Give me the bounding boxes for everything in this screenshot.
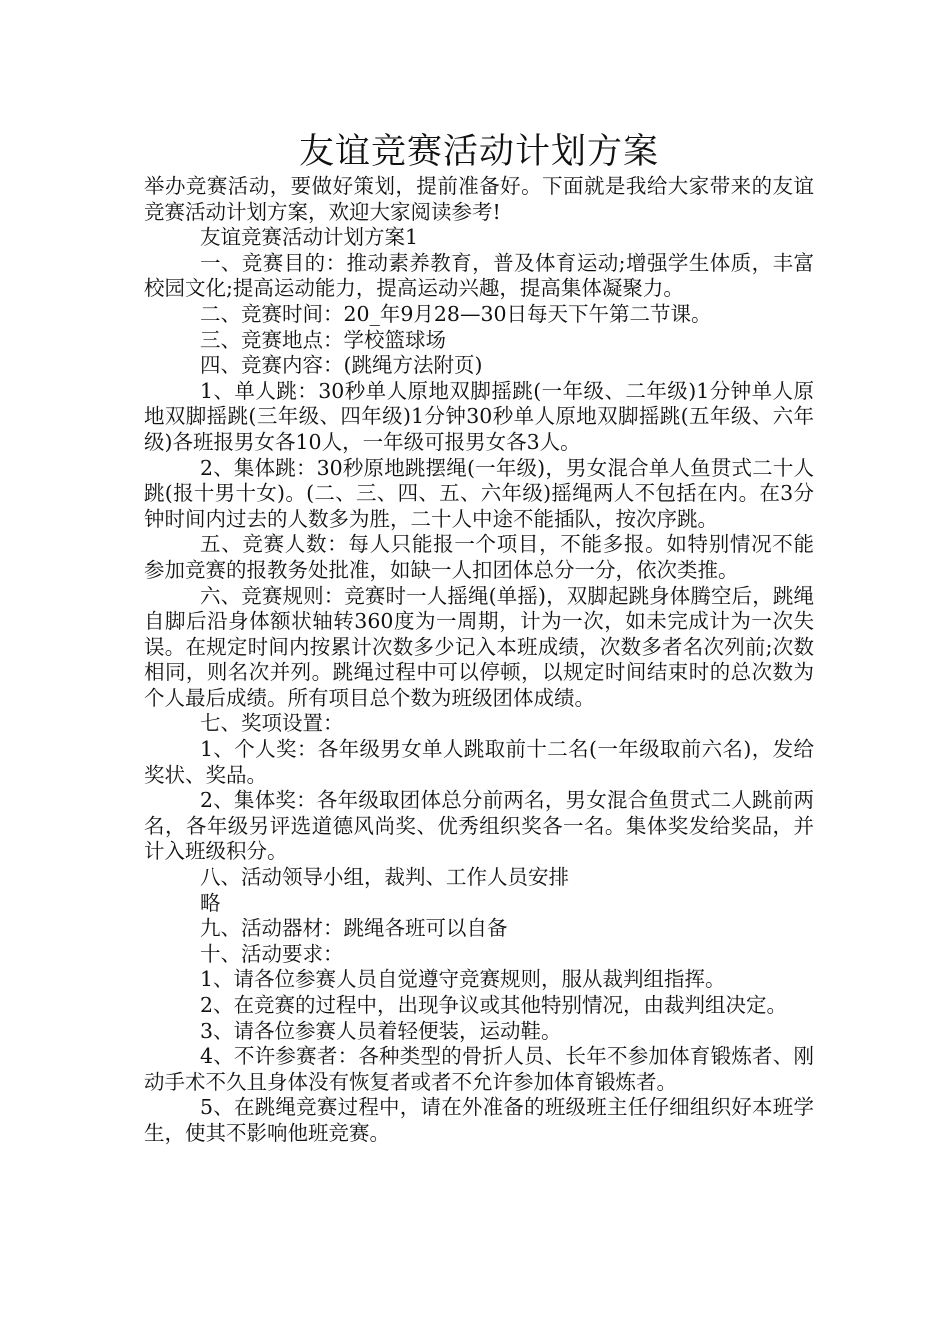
document-title: 友谊竞赛活动计划方案 [298,132,659,172]
paragraph-requirement-1: 1、请各位参赛人员自觉遵守竞赛规则，服从裁判组指挥。 [200,967,726,992]
paragraph-rules: 六、竞赛规则：竞赛时一人摇绳(单摇)，双脚起跳身体腾空后，跳绳自脚后沿身体额状轴转360度为一周期，计为一次，如未完成计为一次失误。在规定时间内按累计次数多少记入本班成绩，次数多者名次列前;次数相同，则名次并列。跳绳过程中可以停顿，以规定时间结束时的总次数为个人最后成绩。所有项目总个数为班级团体成绩。 [144,583,814,710]
paragraph-group-award: 2、集体奖：各年级取团体总分前两名，男女混合鱼贯式二人跳前两名，各年级另评选道德风尚奖、优秀组织奖各一名。集体奖发给奖品，并计入班级积分。 [144,788,814,864]
paragraph-requirement-5: 5、在跳绳竞赛过程中，请在外准备的班级班主任仔细组织好本班学生，使其不影响他班竞赛。 [144,1095,814,1145]
paragraph-content: 四、竞赛内容：(跳绳方法附页) [200,353,483,378]
paragraph-equipment: 九、活动器材：跳绳各班可以自备 [200,916,508,941]
paragraph-requirements-heading: 十、活动要求： [200,941,344,966]
paragraph-leadership: 八、活动领导小组，裁判、工作人员安排 [200,865,569,890]
paragraph-requirement-2: 2、在竞赛的过程中，出现争议或其他特别情况，由裁判组决定。 [200,993,788,1017]
intro-paragraph: 举办竞赛活动，要做好策划，提前准备好。下面就是我给大家带来的友谊竞赛活动计划方案，欢迎大家阅读参考! [144,174,814,224]
paragraph-purpose: 一、竞赛目的：推动素养教育，普及体育运动;增强学生体质，丰富校园文化;提高运动能力，提高运动兴趣，提高集体凝聚力。 [144,250,814,301]
section-heading: 友谊竞赛活动计划方案1 [200,225,419,250]
paragraph-group-jump: 2、集体跳：30秒原地跳摆绳(一年级)，男女混合单人鱼贯式二十人跳(报十男十女)。(二、三、四、五、六年级)摇绳两人不包括在内。在3分钟时间内过去的人数多为胜，二十人中途不能插队，按次序跳。 [144,455,814,531]
document-page [144,130,814,1147]
paragraph-awards-heading: 七、奖项设置： [200,711,344,736]
paragraph-requirement-4: 4、不许参赛者：各种类型的骨折人员、长年不参加体育锻炼者、刚动手术不久且身体没有恢复者或者不允许参加体育锻炼者。 [144,1044,814,1094]
document-body [144,174,814,1147]
paragraph-time: 二、竞赛时间：20_年9月28—30日每天下午第二节课。 [200,301,712,326]
paragraph-participants: 五、竞赛人数：每人只能报一个项目，不能多报。如特别情况不能参加竞赛的报教务处批准，如缺一人扣团体总分一分，依次类推。 [144,532,814,582]
paragraph-single-jump: 1、单人跳：30秒单人原地双脚摇跳(一年级、二年级)1分钟单人原地双脚摇跳(三年级、四年级)1分钟30秒单人原地双脚摇跳(五年级、六年级)各班报男女各10人，一年级可报男女各3人。 [144,378,814,454]
paragraph-requirement-3: 3、请各位参赛人员着轻便装，运动鞋。 [200,1018,562,1043]
paragraph-individual-award: 1、个人奖：各年级男女单人跳取前十二名(一年级取前六名)，发给奖状、奖品。 [144,737,814,787]
paragraph-omitted: 略 [200,890,221,915]
paragraph-location: 三、竞赛地点：学校篮球场 [200,327,446,352]
